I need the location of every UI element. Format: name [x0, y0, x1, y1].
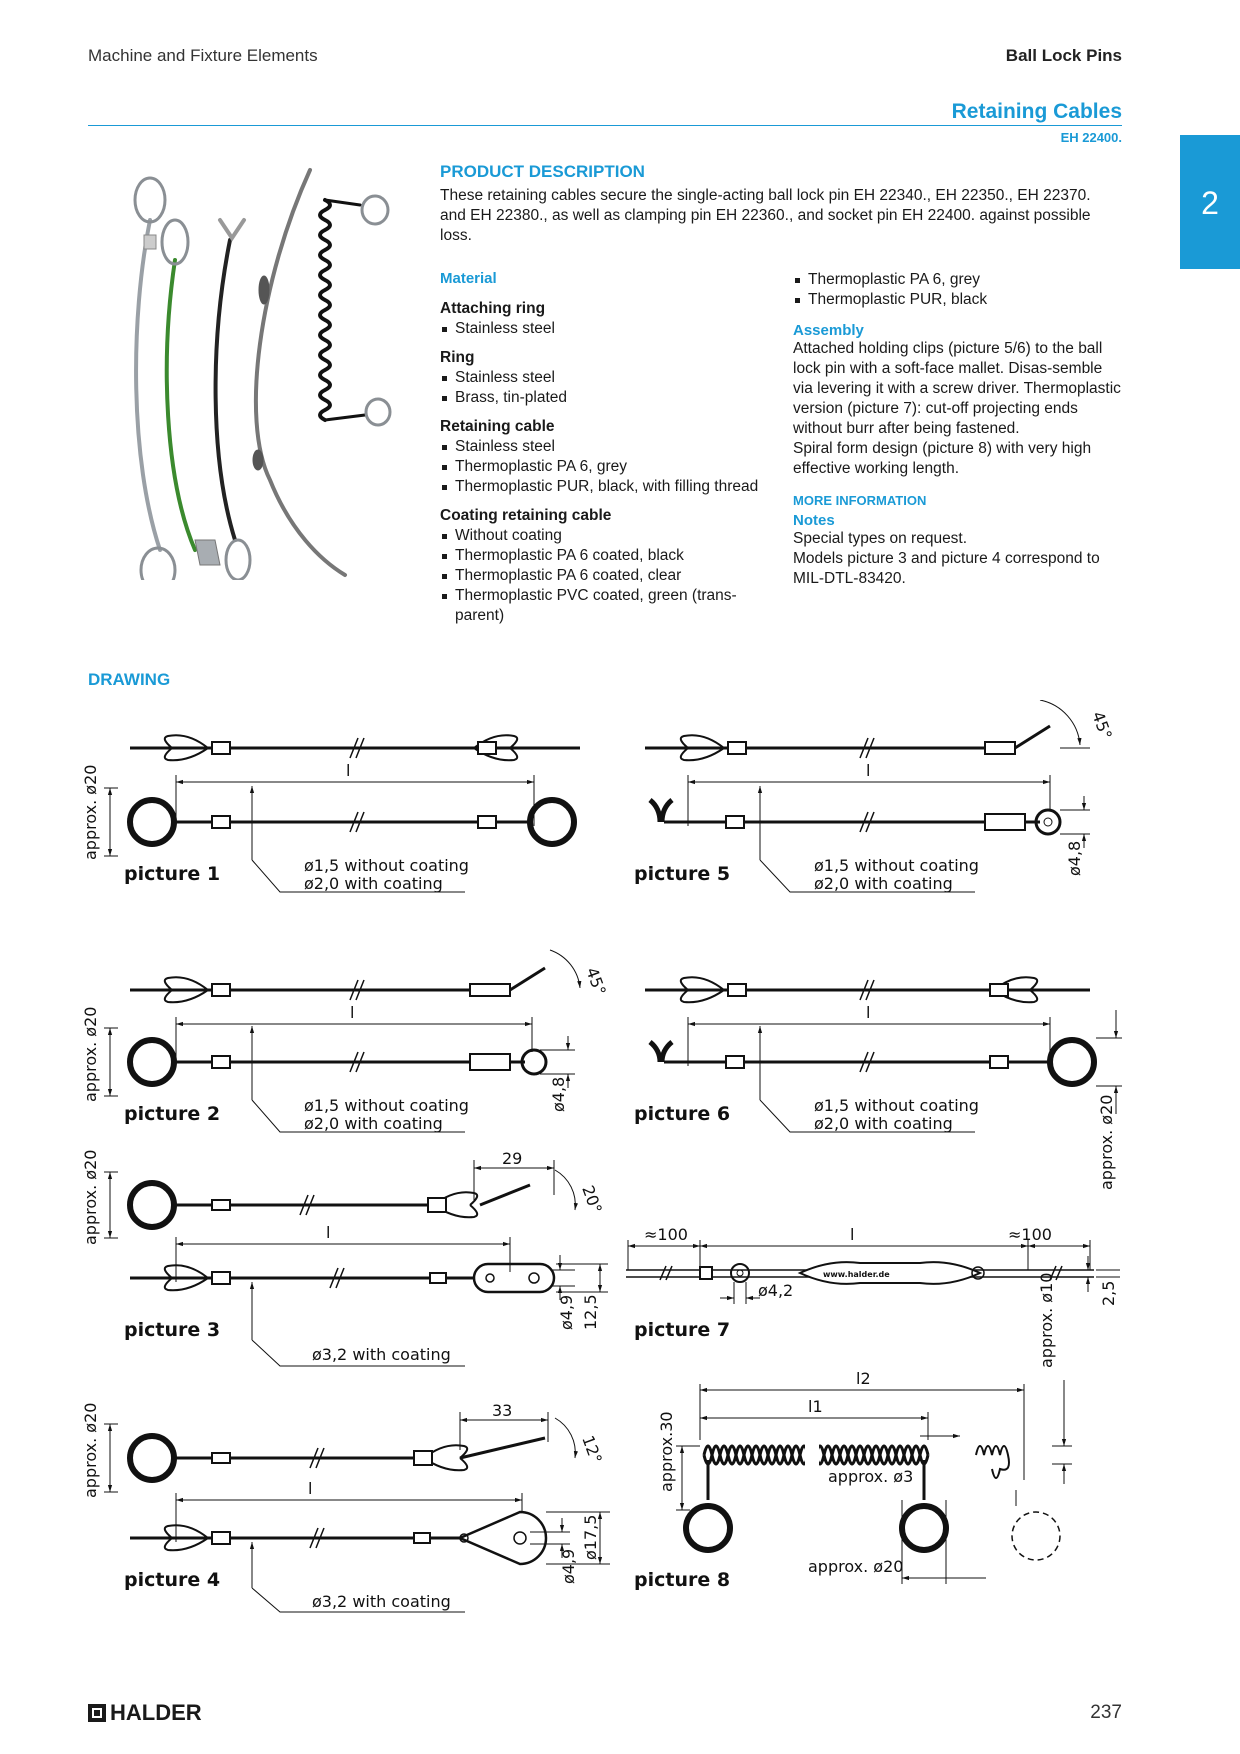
dim-l-p4: l	[308, 1479, 313, 1498]
list-item: Thermoplastic PA 6, grey	[793, 270, 1123, 290]
note-coat20-p1: ø2,0 with coating	[304, 874, 443, 893]
list-item: Stainless steel	[440, 368, 770, 388]
dim-approx30-p8: approx.30	[657, 1411, 676, 1492]
description-heading: PRODUCT DESCRIPTION	[440, 162, 645, 181]
dim-33-p4: 33	[492, 1401, 513, 1420]
chapter-tab[interactable]: 2	[1180, 135, 1240, 269]
note-coat15-p2: ø1,5 without coating	[304, 1096, 469, 1115]
dim-l-p3: l	[326, 1223, 331, 1242]
assembly-column	[793, 270, 1123, 589]
label-picture-5: picture 5	[634, 863, 731, 885]
dim-approx20-p8: approx. ø20	[808, 1557, 904, 1576]
dim-d48-p2: ø4,8	[549, 1076, 568, 1112]
note-coat20-p6: ø2,0 with coating	[814, 1114, 953, 1133]
halder-logo-icon	[88, 1704, 106, 1722]
label-picture-3: picture 3	[124, 1319, 221, 1341]
list-item: Thermoplastic PA 6, grey	[440, 457, 770, 477]
header-category: Machine and Fixture Elements	[88, 46, 318, 65]
dim-l-p7: l	[850, 1225, 855, 1244]
label-picture-6: picture 6	[634, 1103, 731, 1125]
notes-heading: Notes	[793, 512, 835, 529]
dim-29-p3: 29	[502, 1149, 523, 1168]
header-rule	[88, 125, 1122, 126]
description-text: These retaining cables secure the single-acting ball lock pin EH 22340., EH 22350., EH 22370. and EH 22380., as well as clamping pin EH 22360., and socket pin EH 22400. against possible loss.	[440, 187, 1091, 244]
dim-approx100-right: ≈100	[1008, 1225, 1052, 1244]
label-picture-7: picture 7	[634, 1319, 731, 1341]
note-coat32-p4: ø3,2 with coating	[312, 1592, 451, 1611]
list-item: Thermoplastic PUR, black, with filling thread	[440, 477, 770, 497]
note-coat20-p5: ø2,0 with coating	[814, 874, 953, 893]
label-picture-1: picture 1	[124, 863, 221, 885]
material-group-title: Ring	[440, 349, 475, 366]
list-item: Thermoplastic PA 6 coated, black	[440, 546, 770, 566]
dim-approx20-p6: approx. ø20	[1097, 1094, 1116, 1190]
dim-125-p3: 12,5	[581, 1294, 600, 1330]
list-item: Stainless steel	[440, 319, 770, 339]
dim-d48-p5: ø4,8	[1065, 840, 1084, 876]
cable-marking: www.halder.de	[823, 1270, 890, 1279]
dim-d49-p3: ø4,9	[557, 1294, 576, 1330]
dim-l-p6: l	[866, 1003, 871, 1022]
product-photo	[120, 160, 420, 580]
assembly-text-2: Spiral form design (picture 8) with very high effective working length.	[793, 440, 1092, 477]
dim-l1-p8: l1	[808, 1397, 823, 1416]
note-coat15-p5: ø1,5 without coating	[814, 856, 979, 875]
dim-angle-p4: 12°	[578, 1432, 606, 1467]
dim-l-p1: l	[346, 761, 351, 780]
notes-text-2: Models picture 3 and picture 4 correspond to MIL-DTL-83420.	[793, 550, 1100, 587]
dim-approx20-p3: approx. ø20	[81, 1149, 100, 1245]
material-group-retaining-cable	[440, 417, 770, 497]
header-product: Ball Lock Pins	[1005, 46, 1122, 65]
dim-approx20-p1: approx. ø20	[81, 764, 100, 860]
dim-25-p7: 2,5	[1099, 1280, 1118, 1306]
material-group-coating	[440, 506, 770, 626]
material-column	[440, 270, 770, 635]
technical-drawing	[0, 700, 1240, 1620]
page-number: 237	[1090, 1702, 1122, 1723]
label-picture-8: picture 8	[634, 1569, 731, 1591]
material-group-ring	[440, 348, 770, 408]
assembly-heading: Assembly	[793, 322, 864, 339]
list-item: Thermoplastic PA 6 coated, clear	[440, 566, 770, 586]
dim-approx20-p2: approx. ø20	[81, 1006, 100, 1102]
list-item: Thermoplastic PUR, black	[793, 290, 1123, 310]
dim-d49-p4: ø4,9	[559, 1548, 578, 1584]
list-item: Brass, tin-plated	[440, 388, 770, 408]
list-item: Stainless steel	[440, 437, 770, 457]
dim-angle-p2: 45°	[582, 964, 610, 999]
label-picture-4: picture 4	[124, 1569, 221, 1591]
material-group-title: Coating retaining cable	[440, 507, 612, 524]
dim-l2-p8: l2	[856, 1369, 871, 1388]
page-subtitle: EH 22400.	[1060, 130, 1122, 145]
dim-approx10-p8: approx. ø10	[1037, 1272, 1056, 1368]
list-item: Without coating	[440, 526, 770, 546]
note-coat15-p1: ø1,5 without coating	[304, 856, 469, 875]
list-item: Thermoplastic PVC coated, green (trans-parent)	[440, 586, 770, 626]
notes-text: Special types on request.	[793, 530, 968, 547]
more-info-heading: MORE INFORMATION	[793, 493, 927, 508]
note-coat20-p2: ø2,0 with coating	[304, 1114, 443, 1133]
dim-d42-p7: ø4,2	[758, 1281, 794, 1300]
footer-logo	[88, 1700, 202, 1726]
note-coat32-p3: ø3,2 with coating	[312, 1345, 451, 1364]
material-group-attaching-ring	[440, 299, 770, 339]
dim-175-p4: ø17,5	[581, 1514, 600, 1560]
dim-angle-p5: 45°	[1088, 708, 1116, 743]
material-group-title: Retaining cable	[440, 418, 555, 435]
label-picture-2: picture 2	[124, 1103, 221, 1125]
note-coat15-p6: ø1,5 without coating	[814, 1096, 979, 1115]
page-title: Retaining Cables	[951, 100, 1122, 123]
assembly-text: Attached holding clips (picture 5/6) to the ball lock pin with a soft-face mallet. Disas-semble via levering it with a screw driver. Thermoplastic version (picture 7): cut-off projecting ends without burr after being fastened.	[793, 340, 1121, 437]
dim-approx20-p4: approx. ø20	[81, 1402, 100, 1498]
dim-approx100-left: ≈100	[644, 1225, 688, 1244]
dim-approx3-p8: approx. ø3	[828, 1467, 914, 1486]
material-group-title: Attaching ring	[440, 300, 546, 317]
dim-l-p2: l	[350, 1003, 355, 1022]
drawing-heading: DRAWING	[88, 670, 171, 689]
dim-angle-p3: 20°	[578, 1182, 606, 1217]
material-heading: Material	[440, 270, 497, 287]
dim-l-p5: l	[866, 761, 871, 780]
logo-text: HALDER	[110, 1700, 202, 1725]
